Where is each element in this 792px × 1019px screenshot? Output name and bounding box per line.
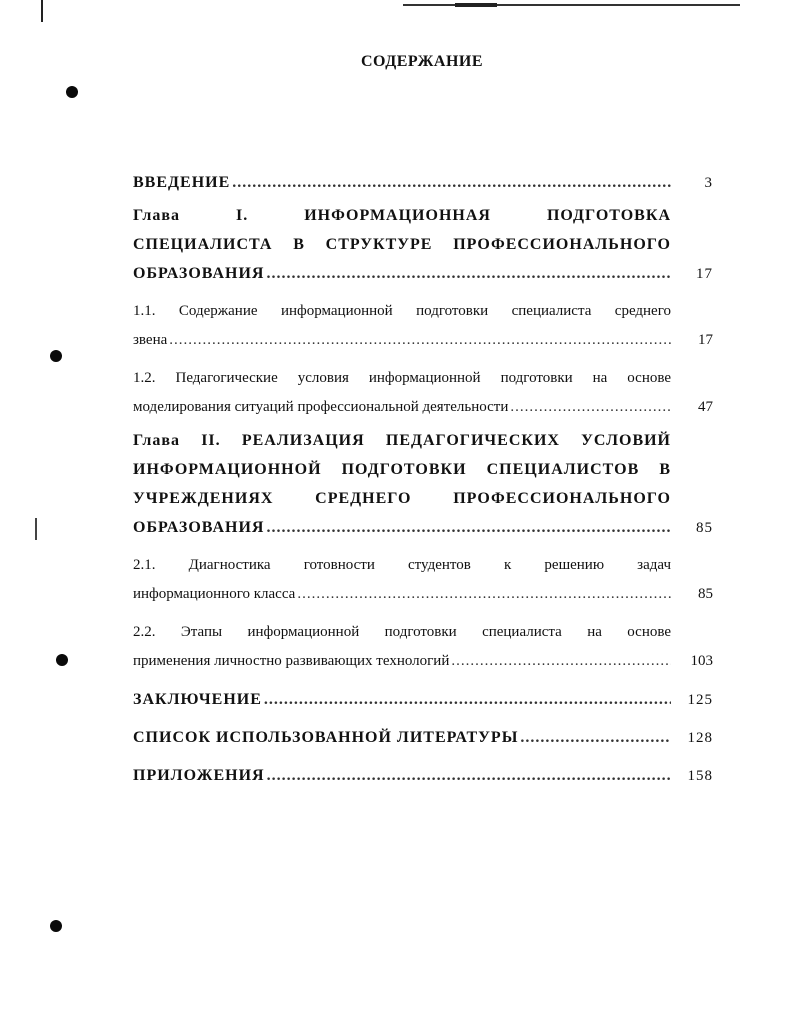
entry-title-line: звена xyxy=(133,332,168,348)
punch-hole xyxy=(66,86,78,98)
scan-artifact-mark xyxy=(455,3,497,7)
page-number: 17 xyxy=(696,266,713,282)
dot-leader xyxy=(232,168,671,197)
dot-leader xyxy=(297,580,671,609)
dot-leader xyxy=(169,326,671,355)
dot-leader xyxy=(266,259,671,288)
page-number: 47 xyxy=(698,399,713,415)
entry-title-line: ИНФОРМАЦИОННОЙ ПОДГОТОВКИ СПЕЦИАЛИСТОВ В xyxy=(133,461,671,478)
page-number: 158 xyxy=(687,768,713,784)
toc-entry-section-2-2[interactable] xyxy=(133,618,713,676)
punch-hole xyxy=(50,350,62,362)
entry-title: ПРИЛОЖЕНИЯ xyxy=(133,767,265,784)
dot-leader xyxy=(451,647,671,676)
page-number: 125 xyxy=(687,692,713,708)
dot-leader xyxy=(264,685,671,714)
entry-title-line: 1.2. Педагогические условия информационной подготовки на основе xyxy=(133,370,671,386)
dot-leader xyxy=(266,513,671,542)
page-number: 3 xyxy=(704,175,713,191)
entry-title-line: 2.2. Этапы информационной подготовки специалиста на основе xyxy=(133,624,671,640)
toc-entry-conclusion[interactable] xyxy=(133,685,713,714)
table-of-contents xyxy=(133,168,713,790)
entry-title: ВВЕДЕНИЕ xyxy=(133,174,231,191)
dot-leader xyxy=(510,393,671,422)
toc-entry-introduction[interactable] xyxy=(133,168,713,197)
toc-entry-section-2-1[interactable] xyxy=(133,551,713,609)
page-number: 85 xyxy=(696,520,713,536)
entry-title-line: УЧРЕЖДЕНИЯХ СРЕДНЕГО ПРОФЕССИОНАЛЬНОГО xyxy=(133,490,671,507)
page-number: 103 xyxy=(690,653,713,669)
entry-title: СПИСОК ИСПОЛЬЗОВАННОЙ ЛИТЕРАТУРЫ xyxy=(133,729,519,746)
scan-artifact-line xyxy=(41,0,43,22)
punch-hole xyxy=(56,654,68,666)
toc-entry-chapter-2[interactable] xyxy=(133,426,713,542)
entry-title-line: ОБРАЗОВАНИЯ xyxy=(133,265,265,282)
scan-artifact-line xyxy=(35,518,37,540)
entry-title-line: информационного класса xyxy=(133,586,296,602)
toc-entry-section-1-1[interactable] xyxy=(133,297,713,355)
entry-title-line: 1.1. Содержание информационной подготовки специалиста среднего xyxy=(133,303,671,319)
entry-title-line: Глава I. ИНФОРМАЦИОННАЯ ПОДГОТОВКА xyxy=(133,207,671,224)
punch-hole xyxy=(50,920,62,932)
scan-artifact-line xyxy=(403,4,740,6)
toc-entry-section-1-2[interactable] xyxy=(133,364,713,422)
dot-leader xyxy=(520,723,671,752)
toc-entry-references[interactable] xyxy=(133,723,713,752)
entry-title-line: применения личностно развивающих технологий xyxy=(133,653,450,669)
entry-title-line: моделирования ситуаций профессиональной деятельности xyxy=(133,399,509,415)
entry-title-line: 2.1. Диагностика готовности студентов к решению задач xyxy=(133,557,671,573)
page-number: 85 xyxy=(698,586,713,602)
entry-title-line: СПЕЦИАЛИСТА В СТРУКТУРЕ ПРОФЕССИОНАЛЬНОГО xyxy=(133,236,671,253)
page-number: 17 xyxy=(698,332,713,348)
toc-entry-chapter-1[interactable] xyxy=(133,201,713,288)
entry-title-line: Глава II. РЕАЛИЗАЦИЯ ПЕДАГОГИЧЕСКИХ УСЛОВИЙ xyxy=(133,432,671,449)
dot-leader xyxy=(267,761,671,790)
page-number: 128 xyxy=(687,730,713,746)
page-title: СОДЕРЖАНИЕ xyxy=(360,53,484,70)
entry-title-line: ОБРАЗОВАНИЯ xyxy=(133,519,265,536)
toc-entry-appendix[interactable] xyxy=(133,761,713,790)
entry-title: ЗАКЛЮЧЕНИЕ xyxy=(133,691,262,708)
